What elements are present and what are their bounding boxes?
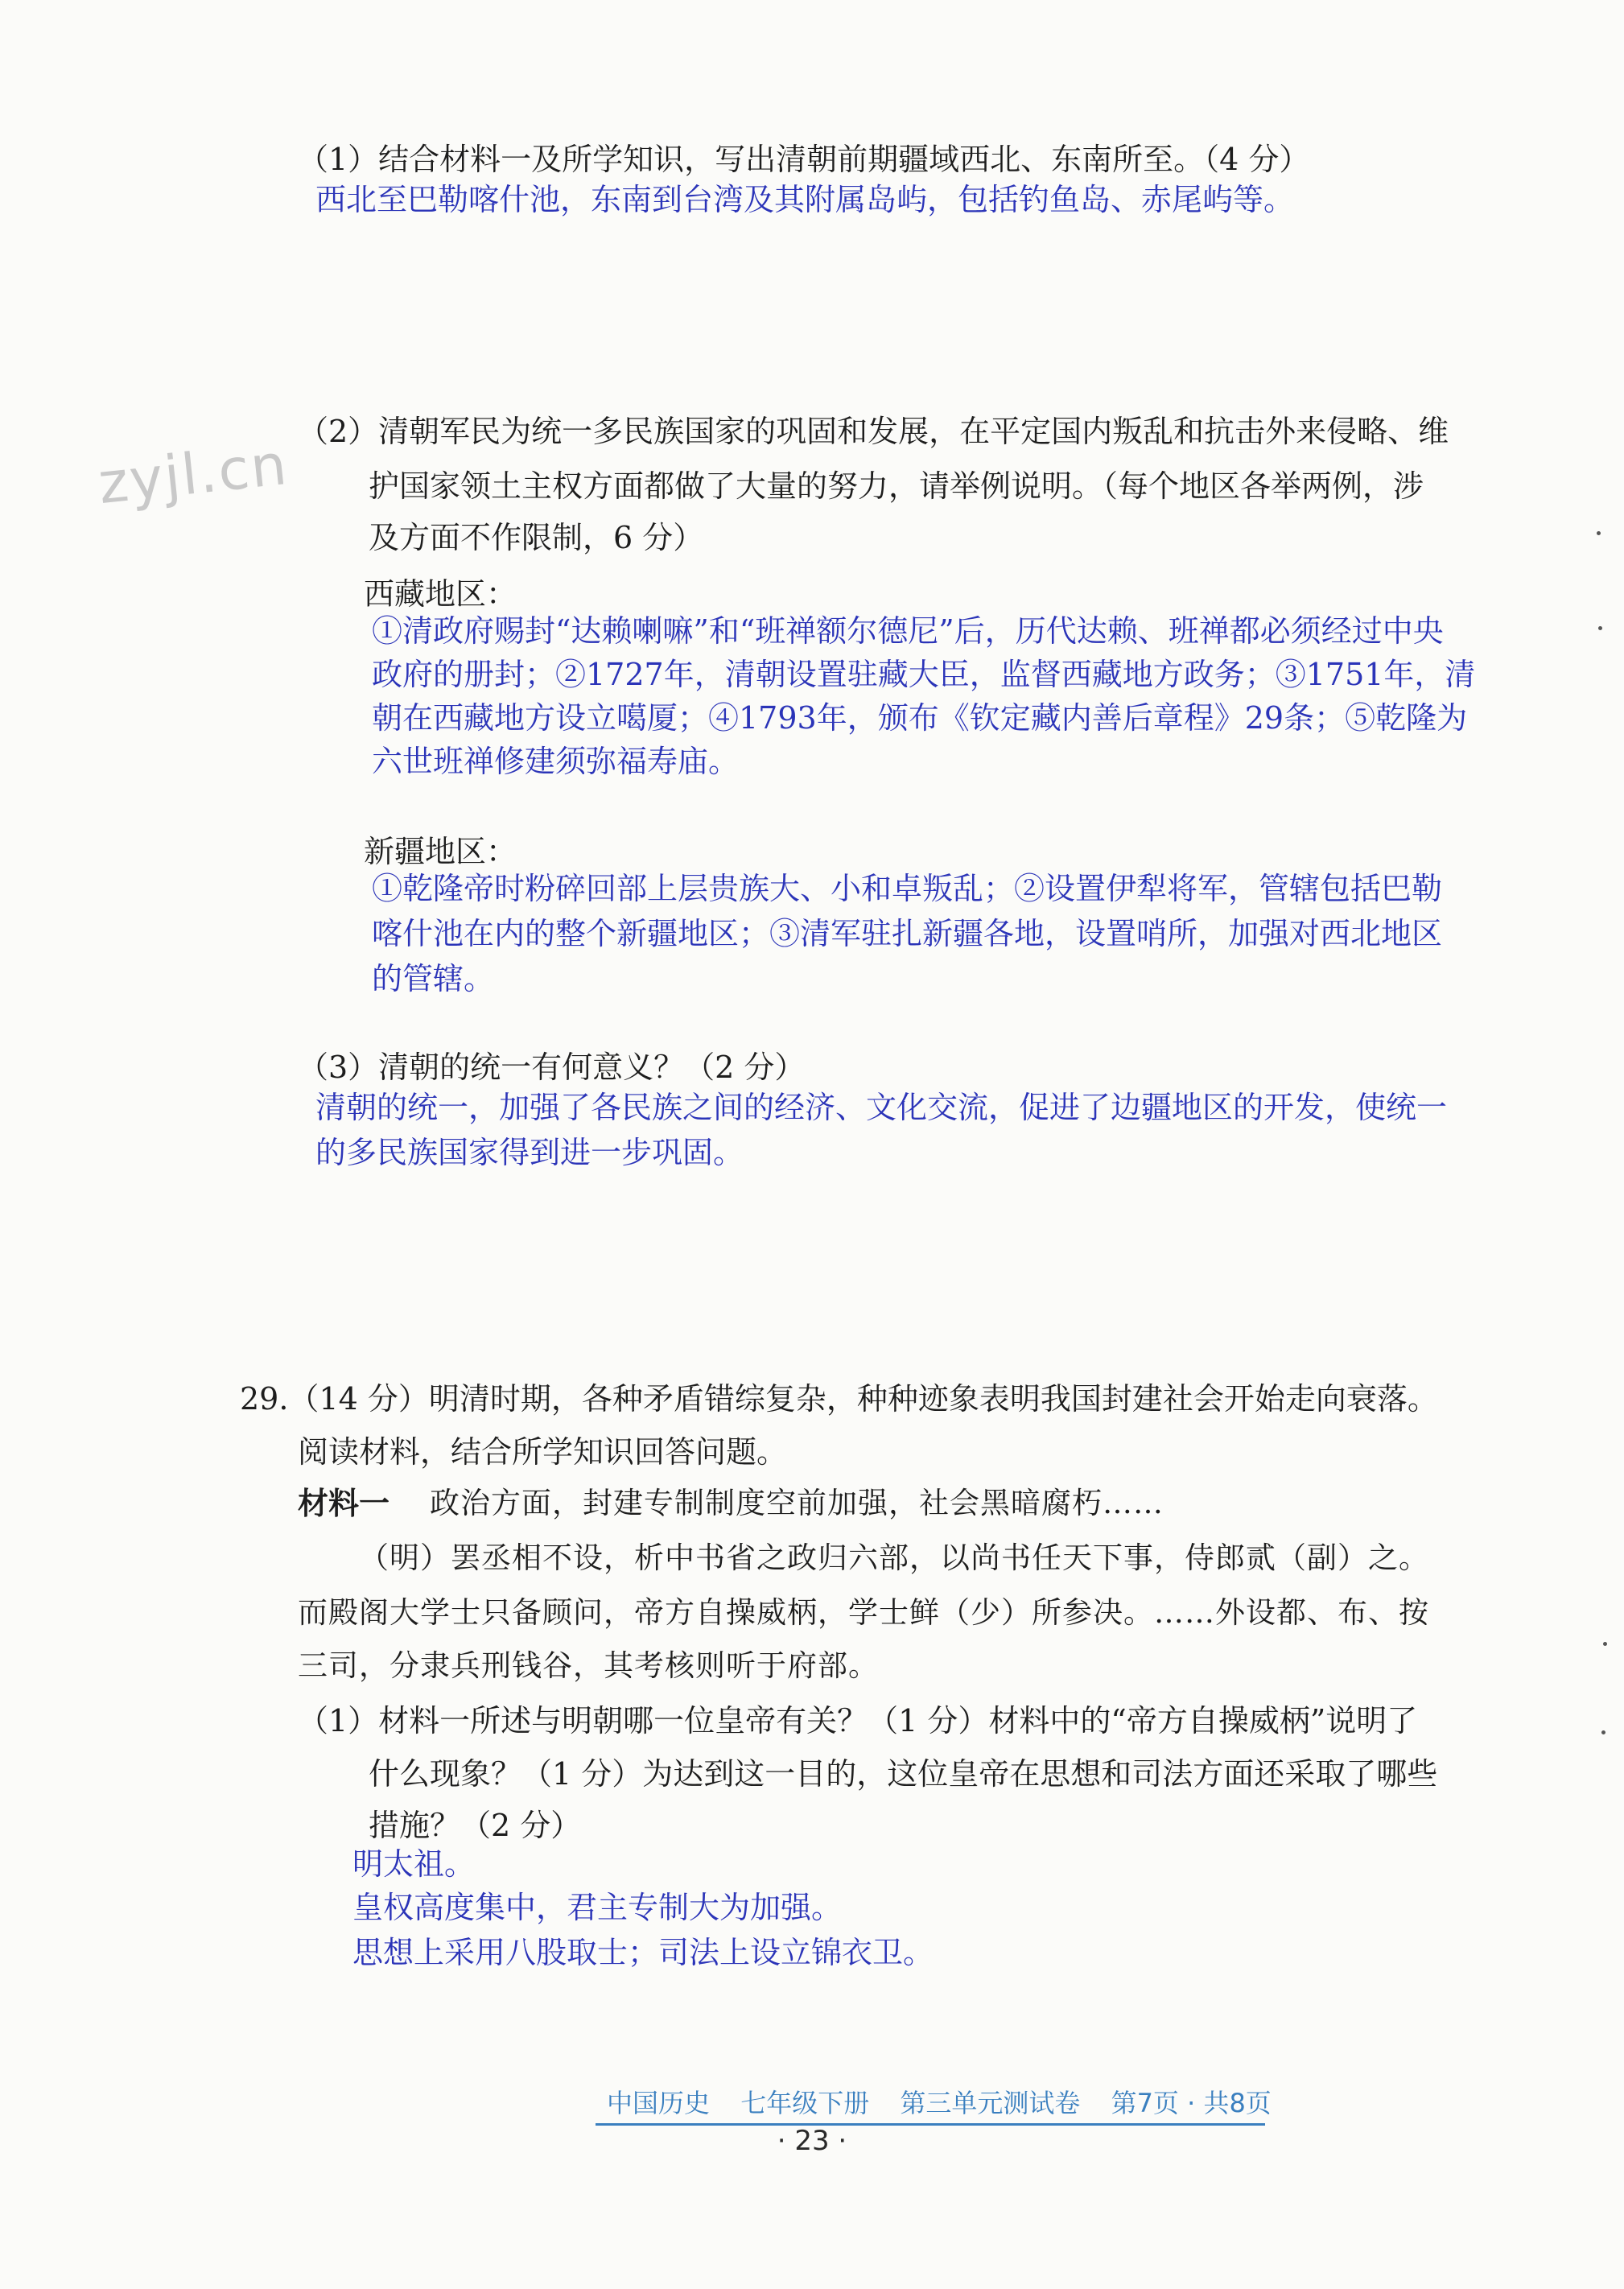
footer-page-info: 第7页 · 共8页 (1111, 2088, 1272, 2118)
q3-answer-line-1: 清朝的统一，加强了各民族之间的经济、文化交流，促进了边疆地区的开发，使统一 (315, 1090, 1448, 1125)
xinjiang-answer-line-2: 喀什池在内的整个新疆地区；③清军驻扎新疆各地，设置哨所，加强对西北地区 (372, 916, 1443, 951)
q29-sub1-line-2: 什么现象？（1 分）为达到这一目的，这位皇帝在思想和司法方面还采取了哪些 (369, 1756, 1438, 1792)
footer-grade: 七年级下册 (740, 2088, 870, 2118)
q29-sub1-line-3: 措施？（2 分） (369, 1808, 582, 1843)
material-line-2: 而殿阁大学士只备顾问，帝方自操威柄，学士鲜（少）所参决。……外设都、布、按 (298, 1595, 1429, 1630)
margin-mark (1603, 1642, 1607, 1646)
tibet-answer-line-1: ①清政府赐封“达赖喇嘛”和“班禅额尔德尼”后，历代达赖、班禅都必须经过中央 (372, 613, 1444, 649)
xinjiang-label: 新疆地区： (364, 834, 517, 869)
footer-test: 第三单元测试卷 (900, 2088, 1081, 2118)
material-line-3: 三司，分隶兵刑钱谷，其考核则听于府部。 (298, 1648, 879, 1683)
tibet-answer-line-4: 六世班禅修建须弥福寿庙。 (372, 744, 740, 779)
q2-question-line-2: 护国家领土主权方面都做了大量的努力，请举例说明。（每个地区各举两例，涉 (369, 468, 1424, 504)
margin-mark (1598, 626, 1602, 630)
q2-question-line-1: （2）清朝军民为统一多民族国家的巩固和发展，在平定国内叛乱和抗击外来侵略、维 (298, 414, 1449, 449)
q3-answer-line-2: 的多民族国家得到进一步巩固。 (315, 1135, 744, 1170)
q29-answer-1: 明太祖。 (352, 1846, 476, 1882)
q29-intro-line-1: 29.（14 分）明清时期，各种矛盾错综复杂，种种迹象表明我国封建社会开始走向衰落。 (240, 1381, 1438, 1417)
margin-mark (1601, 1730, 1605, 1734)
q29-answer-2: 皇权高度集中，君主专制大为加强。 (352, 1890, 843, 1925)
footer-subject: 中国历史 (607, 2088, 711, 2118)
page-number: · 23 · (777, 2125, 847, 2157)
q29-answer-3: 思想上采用八股取士；司法上设立锦衣卫。 (352, 1935, 934, 1970)
xinjiang-answer-line-1: ①乾隆帝时粉碎回部上层贵族大、小和卓叛乱；②设置伊犁将军，管辖包括巴勒 (372, 871, 1443, 906)
q29-intro-line-2: 阅读材料，结合所学知识回答问题。 (298, 1434, 788, 1470)
tibet-answer-line-2: 政府的册封；②1727年，清朝设置驻藏大臣，监督西藏地方政务；③1751年，清 (372, 657, 1476, 692)
tibet-label: 西藏地区： (364, 576, 517, 612)
margin-mark (1597, 531, 1601, 535)
watermark: zyjl.cn (95, 431, 291, 518)
page-footer (596, 2083, 1272, 2126)
xinjiang-answer-line-3: 的管辖。 (372, 961, 495, 996)
material-line-1: （明）罢丞相不设，析中书省之政归六部，以尚书任天下事，侍郎贰（副）之。 (359, 1540, 1429, 1575)
q1-answer: 西北至巴勒喀什池，东南到台湾及其附属岛屿，包括钓鱼岛、赤尾屿等。 (315, 182, 1295, 217)
material-first-line: 政治方面，封建专制制度空前加强，社会黑暗腐朽…… (430, 1486, 1164, 1520)
material-label: 材料一 (298, 1485, 390, 1521)
q2-question-line-3: 及方面不作限制，6 分） (369, 520, 704, 555)
q29-sub1-line-1: （1）材料一所述与明朝哪一位皇帝有关？（1 分）材料中的“帝方自操威柄”说明了 (298, 1703, 1418, 1738)
q1-question: （1）结合材料一及所学知识，写出清朝前期疆域西北、东南所至。（4 分） (298, 142, 1310, 177)
q3-question: （3）清朝的统一有何意义？（2 分） (298, 1050, 806, 1085)
tibet-answer-line-3: 朝在西藏地方设立噶厦；④1793年，颁布《钦定藏内善后章程》29条；⑤乾隆为 (372, 700, 1468, 736)
